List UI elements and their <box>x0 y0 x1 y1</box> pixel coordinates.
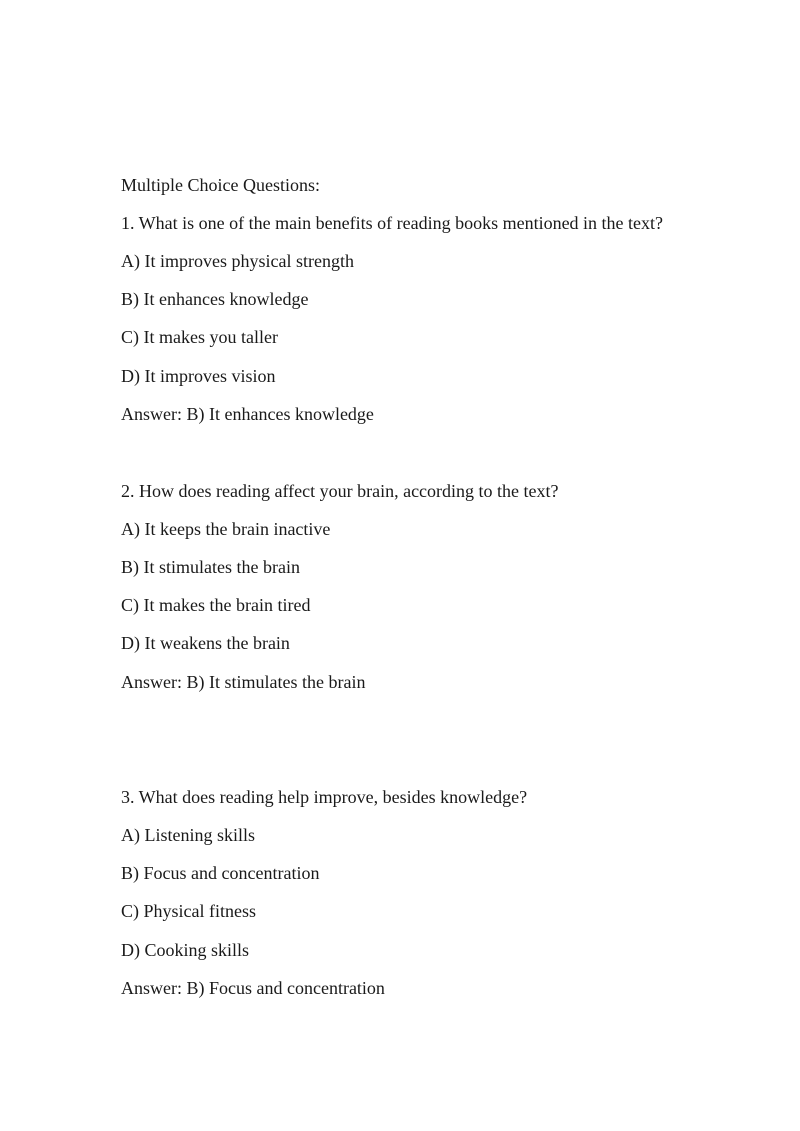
question-2-option-b: B) It stimulates the brain <box>121 557 300 577</box>
question-1-option-d: D) It improves vision <box>121 366 276 386</box>
question-2-text: 2. How does reading affect your brain, according to the text? <box>121 481 559 501</box>
question-2-answer: Answer: B) It stimulates the brain <box>121 672 366 692</box>
question-2-option-d: D) It weakens the brain <box>121 633 290 653</box>
section-heading: Multiple Choice Questions: <box>121 175 320 195</box>
question-1-text: 1. What is one of the main benefits of reading books mentioned in the text? <box>121 213 664 233</box>
question-1-option-b: B) It enhances knowledge <box>121 289 309 309</box>
question-1-answer: Answer: B) It enhances knowledge <box>121 404 374 424</box>
question-1-option-c: C) It makes you taller <box>121 327 278 347</box>
question-1-option-a: A) It improves physical strength <box>121 251 354 271</box>
question-3-answer: Answer: B) Focus and concentration <box>121 978 385 998</box>
question-2-option-a: A) It keeps the brain inactive <box>121 519 331 539</box>
question-2-option-c: C) It makes the brain tired <box>121 595 311 615</box>
question-3-option-b: B) Focus and concentration <box>121 863 320 883</box>
question-3-option-a: A) Listening skills <box>121 825 255 845</box>
question-3-option-c: C) Physical fitness <box>121 901 256 921</box>
question-3-text: 3. What does reading help improve, besides knowledge? <box>121 787 528 807</box>
question-3-option-d: D) Cooking skills <box>121 940 250 960</box>
